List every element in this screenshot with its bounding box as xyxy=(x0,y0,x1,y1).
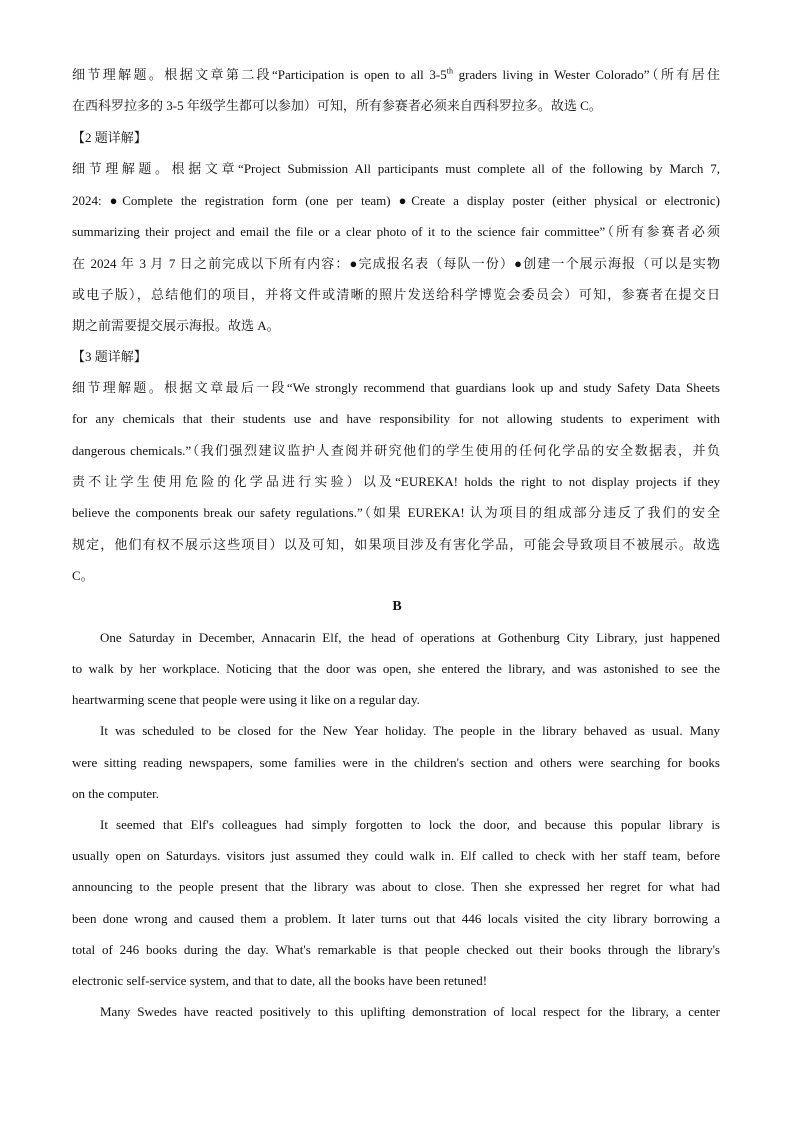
paragraph-1-line-1: One Saturday in December, Annacarin Elf, the head of operations at Gothenburg City Library, just happened xyxy=(100,630,720,645)
paragraph-2-line-1: It was scheduled to be closed for the New Year holiday. The people in the library behaved as usual. Many xyxy=(100,723,720,738)
answer1-line-1 xyxy=(72,66,720,84)
answer2-line-2: 2024: ●Complete the registration form (one per team) ●Create a display poster (either physical or electronic) xyxy=(72,193,720,208)
answer3-line-5: believe the components break our safety regulations.”（如果 EUREKA! 认为项目的组成部分违反了我们的安全 xyxy=(72,505,720,520)
answer2-heading: 【2 题详解】 xyxy=(72,130,147,145)
answer2-line-4: 在 2024 年 3 月 7 日之前完成以下所有内容：●完成报名表（每队一份）●创建一个展示海报（可以是实物 xyxy=(72,256,720,271)
paragraph-3-line-2: usually open on Saturdays. visitors just assumed they could walk in. Elf called to check with her staff team, before xyxy=(72,848,720,863)
paragraph-3-line-3: announcing to the people present that the library was about to close. Then she expressed her regret for what had xyxy=(72,879,720,894)
paragraph-1-line-3: heartwarming scene that people were using it like on a regular day. xyxy=(72,692,420,707)
answer1-superscript: th xyxy=(446,66,453,76)
paragraph-3-line-5: total of 246 books during the day. What's remarkable is that people checked out their books through the library's xyxy=(72,942,720,957)
answer3-line-1: 细节理解题。根据文章最后一段“We strongly recommend that guardians look up and study Safety Data Sheets xyxy=(72,380,720,395)
paragraph-2-line-2: were sitting reading newspapers, some families were in the children's section and others were searching for books xyxy=(72,755,720,770)
answer3-line-6: 规定，他们有权不展示这些项目）以及可知，如果项目涉及有害化学品，可能会导致项目不被展示。故选 xyxy=(72,537,720,552)
answer2-line-5: 或电子版），总结他们的项目，并将文件或清晰的照片发送给科学博览会委员会）可知，参赛者在提交日 xyxy=(72,287,720,302)
paragraph-4-line-1: Many Swedes have reacted positively to this uplifting demonstration of local respect for the library, a center xyxy=(100,1004,720,1019)
paragraph-3-line-6: electronic self-service system, and that to date, all the books have been retuned! xyxy=(72,973,488,988)
section-heading: B xyxy=(392,599,402,614)
answer1-line-1-post: graders living in Wester Colorado”（所有居住 xyxy=(453,67,720,82)
paragraph-3-line-1: It seemed that Elf's colleagues had simply forgotten to lock the door, and because this popular library is xyxy=(100,817,720,832)
answer3-line-7: C。 xyxy=(72,568,94,583)
answer2-line-3: summarizing their project and email the file or a clear photo of it to the science fair committee”（所有参赛者必须 xyxy=(72,224,720,239)
answer3-line-3: dangerous chemicals.”（我们强烈建议监护人查阅并研究他们的学生使用的任何化学品的安全数据表，并负 xyxy=(72,443,720,458)
paragraph-1-line-2: to walk by her workplace. Noticing that the door was open, she entered the library, and was astonished to see the xyxy=(72,661,720,676)
answer1-line-1-pre: 细节理解题。根据文章第二段“Participation is open to all 3-5 xyxy=(72,67,447,82)
answer3-line-2: for any chemicals that their students use and have responsibility for not allowing students to experiment with xyxy=(72,411,720,426)
answer3-line-4: 责不让学生使用危险的化学品进行实验）以及“EUREKA! holds the right to not display projects if they xyxy=(72,474,720,489)
answer2-line-1: 细节理解题。根据文章“Project Submission All participants must complete all of the following by March 7, xyxy=(72,161,720,176)
answer2-line-6: 期之前需要提交展示海报。故选 A。 xyxy=(72,318,280,333)
paragraph-3-line-4: been done wrong and caused them a problem. It later turns out that 446 locals visited the city library borrowing a xyxy=(72,911,720,926)
answer3-heading: 【3 题详解】 xyxy=(72,349,147,364)
paragraph-2-line-3: on the computer. xyxy=(72,786,160,801)
answer1-line-2: 在西科罗拉多的 3-5 年级学生都可以参加）可知，所有参赛者必须来自西科罗拉多。故选 C。 xyxy=(72,98,602,113)
